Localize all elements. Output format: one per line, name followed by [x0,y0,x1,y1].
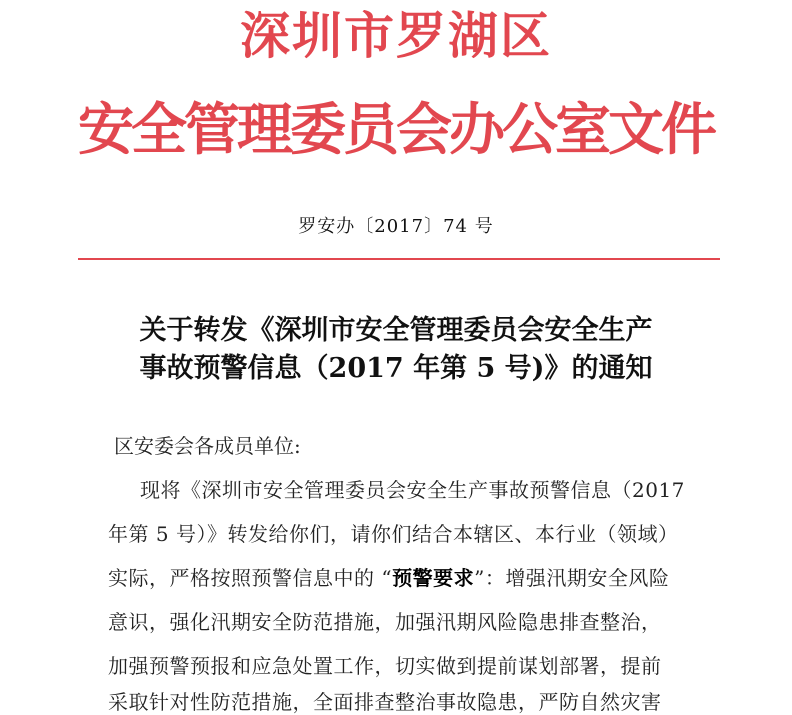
body-line-3-post: ”：增强汛期安全风险 [474,566,670,590]
document-number: 罗安办〔2017〕74 号 [298,216,494,237]
body-line-4: 意识，强化汛期安全防范措施，加强汛期风险隐患排查整治， [108,610,662,634]
header-office-line: 安全管理委员会办公室文件 [78,97,714,163]
document-title-line-2: 事故预警信息（2017 年第 5 号)》的通知 [139,353,653,384]
body-line-6: 采取针对性防范措施，全面排查整治事故隐患，严防自然灾害 [108,690,662,714]
red-divider [78,258,720,260]
document-title-line-1: 关于转发《深圳市安全管理委员会安全生产 [139,315,653,346]
body-line-3 [108,562,703,591]
body-line-3-pre: 实际，严格按照预警信息中的 “ [108,566,393,590]
salutation: 区安委会各成员单位: [114,434,301,458]
body-line-2: 年第 5 号）》转发给你们，请你们结合本辖区、本行业（领域） [108,522,679,546]
warning-requirements-emphasis: 预警要求 [392,566,475,590]
body-line-5: 加强预警预报和应急处置工作，切实做到提前谋划部署，提前 [108,654,662,678]
header-issuer-line: 深圳市罗湖区 [240,6,552,65]
body-line-1: 现将《深圳市安全管理委员会安全生产事故预警信息（2017 [140,478,685,502]
